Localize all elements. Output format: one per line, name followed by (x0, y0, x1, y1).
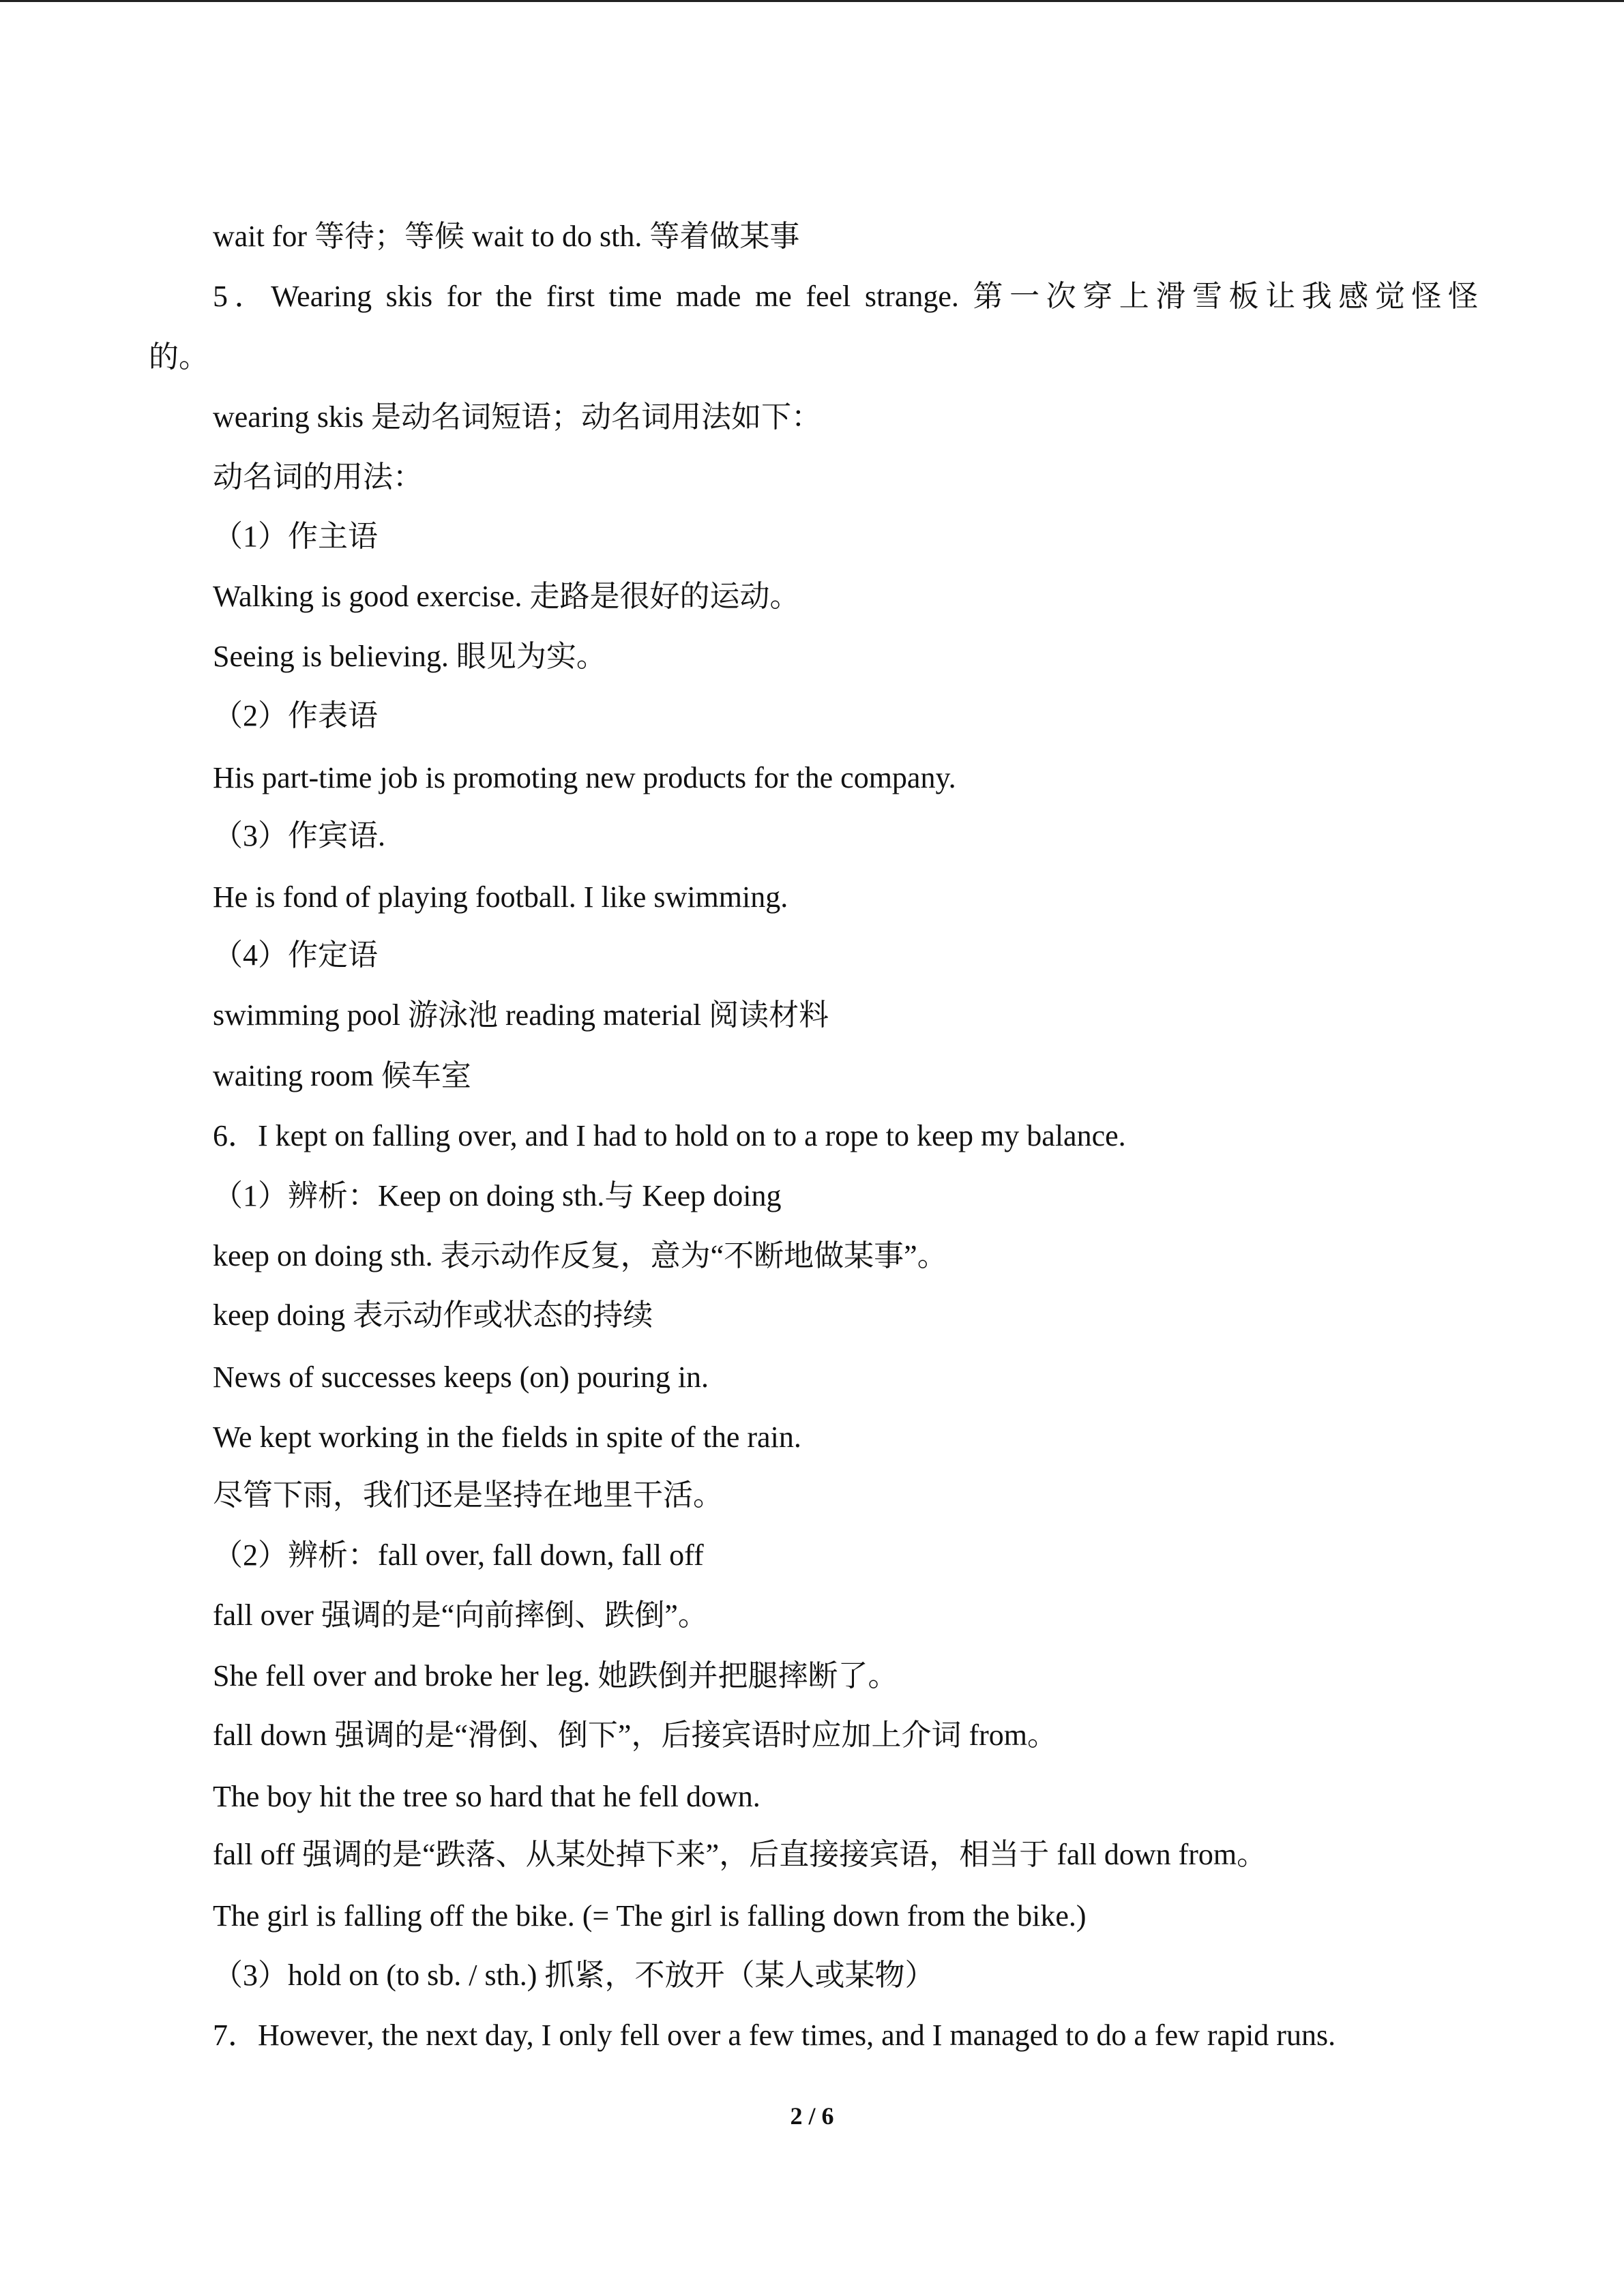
text-line-17: （1）辨析：Keep on doing sth.与 Keep doing (213, 1179, 782, 1212)
text-line-8: Seeing is believing. 眼见为实。 (213, 640, 606, 673)
text-line-9: （2）作表语 (213, 699, 378, 732)
text-line-31: 7．However, the next day, I only fell over a few times, and I managed to do a few rapid runs. (213, 2018, 1336, 2052)
text-line-15: waiting room 候车室 (213, 1059, 471, 1092)
text-line-4: wearing skis 是动名词短语；动名词用法如下： (213, 400, 822, 434)
page-number: 2 / 6 (790, 2102, 834, 2130)
text-line-24: fall over 强调的是“向前摔倒、跌倒”。 (213, 1598, 708, 1632)
text-line-1: wait for 等待；等候 wait to do sth. 等着做某事 (213, 220, 800, 253)
text-line-14: swimming pool 游泳池 reading material 阅读材料 (213, 998, 829, 1032)
text-line-22: 尽管下雨，我们还是坚持在地里干活。 (213, 1478, 723, 1512)
text-line-19: keep doing 表示动作或状态的持续 (213, 1298, 653, 1332)
text-line-13: （4）作定语 (213, 938, 378, 972)
text-line-5: 动名词的用法： (213, 460, 423, 494)
text-line-6: （1）作主语 (213, 520, 378, 553)
text-line-29: The girl is falling off the bike. (= The girl is falling down from the bike.) (213, 1899, 1087, 1933)
text-line-3: 的。 (149, 340, 209, 374)
text-line-2: 5．Wearing skis for the first time made me feel strange. 第一次穿上滑雪板让我感觉怪怪 (213, 280, 1478, 313)
text-line-28: fall off 强调的是“跌落、从某处掉下来”，后直接接宾语，相当于 fall down from。 (213, 1838, 1267, 1871)
text-line-21: We kept working in the fields in spite of the rain. (213, 1420, 801, 1454)
text-line-27: The boy hit the tree so hard that he fell down. (213, 1780, 761, 1813)
text-line-18: keep on doing sth. 表示动作反复，意为“不断地做某事”。 (213, 1239, 947, 1272)
text-line-12: He is fond of playing football. I like swimming. (213, 880, 788, 914)
text-line-25: She fell over and broke her leg. 她跌倒并把腿摔断了。 (213, 1659, 898, 1693)
text-line-11: （3）作宾语. (213, 819, 385, 852)
text-line-10: His part-time job is promoting new products for the company. (213, 761, 956, 794)
text-line-23: （2）辨析：fall over, fall down, fall off (213, 1538, 704, 1572)
text-line-30: （3）hold on (to sb. / sth.) 抓紧，不放开（某人或某物） (213, 1958, 935, 1992)
text-line-16: 6．I kept on falling over, and I had to hold on to a rope to keep my balance. (213, 1119, 1126, 1152)
text-line-20: News of successes keeps (on) pouring in. (213, 1360, 709, 1394)
text-line-26: fall down 强调的是“滑倒、倒下”，后接宾语时应加上介词 from。 (213, 1718, 1057, 1752)
text-line-7: Walking is good exercise. 走路是很好的运动。 (213, 580, 800, 613)
